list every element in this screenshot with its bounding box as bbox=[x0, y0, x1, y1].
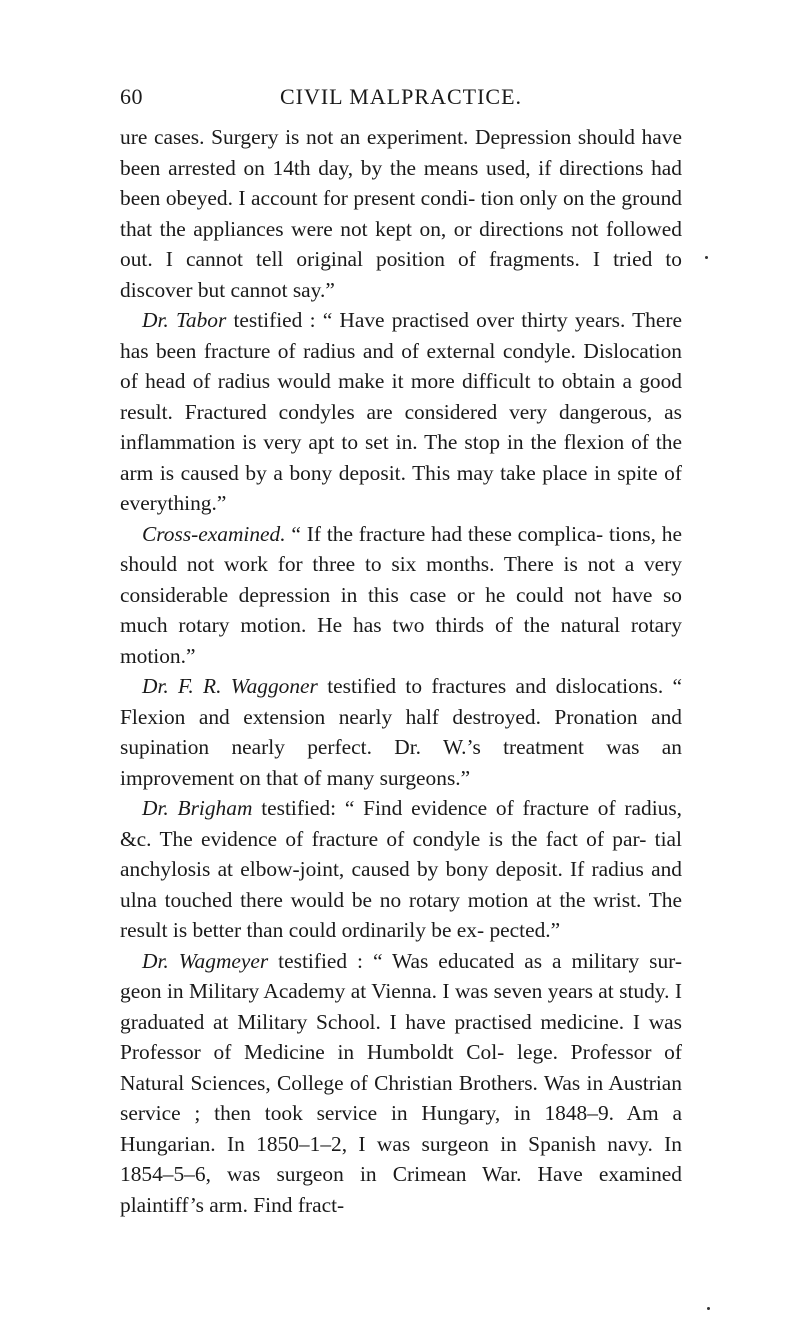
paragraph-cross-examination bbox=[120, 519, 682, 672]
paragraph-continuation bbox=[120, 122, 682, 305]
speaker-name: Dr. F. R. Waggoner bbox=[142, 674, 318, 698]
paragraph-brigham-testimony bbox=[120, 793, 682, 946]
paragraph-text: “ If the fracture had these complica- tions, he should not work for three to six months. There is not a very considerable depression in this case or he could not have so much rotary motion. He has two thirds of the natural rotary motion.” bbox=[120, 521, 682, 668]
speaker-name: Dr. Brigham bbox=[142, 796, 253, 820]
paragraph-text: ure cases. Surgery is not an experiment. Depression should have been arrested on 14th day, by the means used, if directions had been obeyed. I account for present condi- tion only on the ground that the appliances were not kept on, or directions not followed out. I cannot tell original position of fragments. I tried to discover but cannot say.” bbox=[120, 125, 682, 302]
print-speck bbox=[705, 256, 708, 259]
speaker-name: Dr. Tabor bbox=[142, 308, 227, 332]
paragraph-text: testified to fractures and dislocations. “ Flexion and extension nearly half destroyed. Pronation and supination nearly perfect. Dr. W.’s treatment was an improvement on that of many surgeons.” bbox=[120, 674, 682, 790]
paragraph-wagmeyer-testimony bbox=[120, 946, 682, 1221]
paragraph-text: testified : “ Was educated as a military sur- geon in Military Academy at Vienna. I was seven years at study. I graduated at Military School. I have practised medicine. I was Professor of Medicine in Humboldt Col- lege. Professor of Natural Sciences, College of Christian Brothers. Was in Austrian service ; then took service in Hungary, in 1848–9. Am a Hungarian. In 1850–1–2, I was surgeon in Spanish navy. In 1854–5–6, was surgeon in Crimean War. Have examined plaintiff’s arm. Find fract- bbox=[120, 948, 682, 1217]
paragraph-waggoner-testimony bbox=[120, 671, 682, 793]
print-speck bbox=[707, 1307, 710, 1310]
speaker-name: Dr. Wagmeyer bbox=[142, 948, 269, 973]
speaker-name: Cross-examined. bbox=[142, 521, 286, 546]
body-text bbox=[120, 122, 682, 1220]
paragraph-tabor-testimony bbox=[120, 305, 682, 519]
paragraph-text: testified : “ Have practised over thirty years. There has been fracture of radius and of external condyle. Dislocation of head of radius would make it more difficult to obtain a good result. Fractured condyles are considered very dangerous, as inflammation is very apt to set in. The stop in the flexion of the arm is caused by a bony deposit. This may take place in spite of everything.” bbox=[120, 308, 682, 515]
paragraph-text: testified: “ Find evidence of fracture of radius, &c. The evidence of fracture of condyle is the fact of par- tial anchylosis at elbow-joint, caused by bony deposit. If radius and ulna touched there would be no rotary motion at the wrist. The result is better than could ordinarily be ex- pected.” bbox=[120, 796, 683, 942]
running-title: CIVIL MALPRACTICE. bbox=[279, 84, 523, 109]
page-number: 60 bbox=[120, 84, 143, 109]
page-header bbox=[120, 84, 682, 114]
